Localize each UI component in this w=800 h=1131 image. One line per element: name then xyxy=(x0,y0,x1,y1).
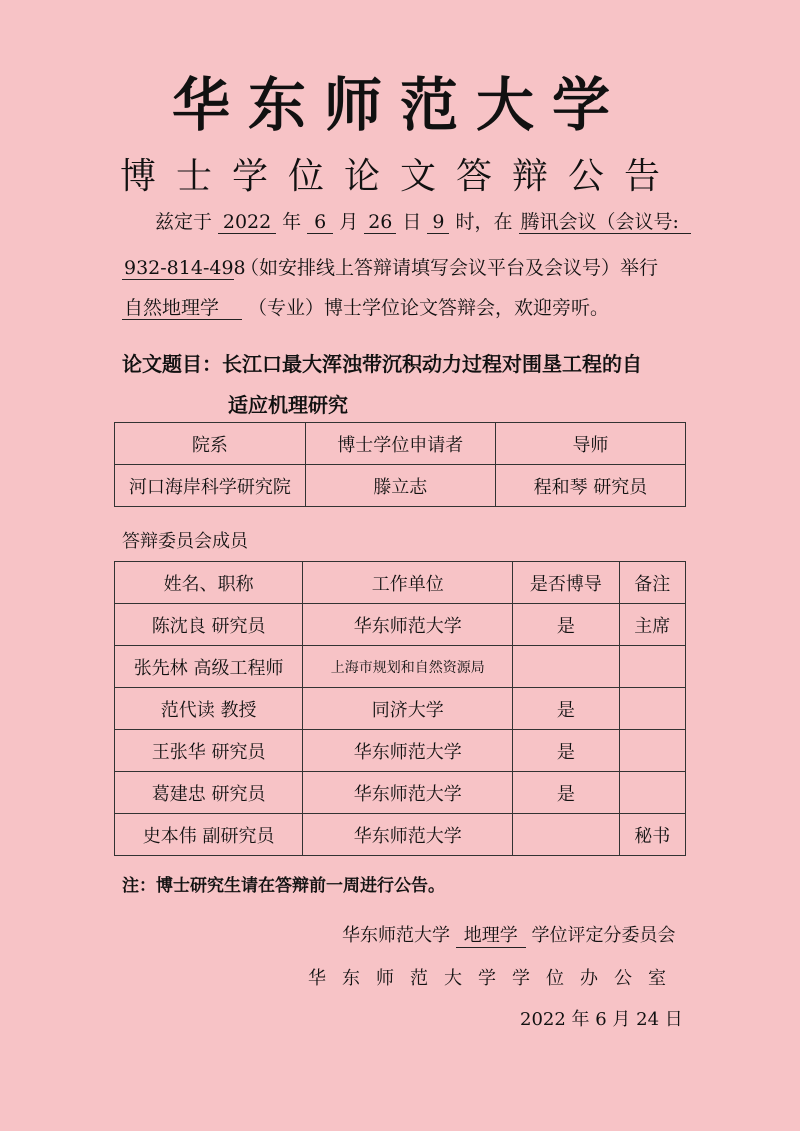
header-phd-supervisor: 是否博导 xyxy=(513,562,619,604)
member-workplace: 华东师范大学 xyxy=(303,604,513,646)
member-workplace: 上海市规划和自然资源局 xyxy=(303,646,513,688)
supervisor-cell: 程和琴 研究员 xyxy=(495,465,685,507)
member-supervisor: 是 xyxy=(513,772,619,814)
member-name: 葛建忠 研究员 xyxy=(115,772,303,814)
footnote: 注：博士研究生请在答辩前一周进行公告。 xyxy=(122,876,445,896)
thesis-title-part-2: 适应机理研究 xyxy=(228,393,348,417)
announcement-line-2 xyxy=(122,256,658,280)
member-remark xyxy=(619,730,685,772)
table-row xyxy=(115,730,686,772)
member-supervisor xyxy=(513,814,619,856)
member-remark: 主席 xyxy=(619,604,685,646)
header-workplace: 工作单位 xyxy=(303,562,513,604)
thesis-title-part-1: 长江口最大浑浊带沉积动力过程对围垦工程的自 xyxy=(222,352,642,376)
major-field: 自然地理学 xyxy=(122,297,242,320)
meeting-id-field: 932-814-498 xyxy=(124,257,246,279)
online-note: （如安排线上答辩请填写会议平台及会议号）举行 xyxy=(240,257,659,279)
table-row xyxy=(115,646,686,688)
header-department: 院系 xyxy=(115,423,306,465)
signature-suffix: 学位评定分委员会 xyxy=(531,925,676,946)
committee-label: 答辩委员会成员 xyxy=(122,531,248,552)
day-unit: 日 xyxy=(402,211,422,233)
committee-header-row xyxy=(115,562,686,604)
member-workplace: 华东师范大学 xyxy=(303,772,513,814)
document-title: 博士学位论文答辩公告 xyxy=(119,156,680,197)
intro-text: 兹定于 xyxy=(155,211,213,233)
venue-field: 腾讯会议（会议号: xyxy=(519,211,691,234)
header-remarks: 备注 xyxy=(619,562,685,604)
member-remark xyxy=(619,646,685,688)
member-name: 王张华 研究员 xyxy=(115,730,303,772)
applicant-cell: 滕立志 xyxy=(305,465,495,507)
table-row xyxy=(115,814,686,856)
member-workplace: 同济大学 xyxy=(303,688,513,730)
member-supervisor: 是 xyxy=(513,688,619,730)
announcement-line-3 xyxy=(122,296,609,320)
member-name: 陈沈良 研究员 xyxy=(115,604,303,646)
member-workplace: 华东师范大学 xyxy=(303,730,513,772)
year-field: 2022 xyxy=(218,211,276,234)
member-name: 范代读 教授 xyxy=(115,688,303,730)
month-unit: 月 xyxy=(339,211,359,233)
degree-office: 华东师范大学学位办公室 xyxy=(308,968,682,989)
signature-prefix: 华东师范大学 xyxy=(342,925,450,946)
major-suffix: （专业）博士学位论文答辩会，欢迎旁听。 xyxy=(248,297,610,319)
committee-signature xyxy=(342,921,675,948)
thesis-label: 论文题目： xyxy=(122,352,222,376)
thesis-title-line-1 xyxy=(122,348,642,377)
signature-date: 2022 年 6 月 24 日 xyxy=(520,1009,683,1030)
table-row xyxy=(115,772,686,814)
member-name: 史本伟 副研究员 xyxy=(115,814,303,856)
hour-field: 9 xyxy=(427,211,449,234)
header-supervisor: 导师 xyxy=(495,423,685,465)
department-cell: 河口海岸科学研究院 xyxy=(115,465,306,507)
month-field: 6 xyxy=(307,211,333,234)
header-applicant: 博士学位申请者 xyxy=(305,423,495,465)
hour-unit: 时，在 xyxy=(455,211,513,233)
member-supervisor: 是 xyxy=(513,604,619,646)
year-unit: 年 xyxy=(282,211,302,233)
member-supervisor: 是 xyxy=(513,730,619,772)
university-title: 华东师范大学 xyxy=(171,71,628,139)
table-row xyxy=(115,604,686,646)
announcement-line-1 xyxy=(155,210,691,234)
info-table xyxy=(114,422,686,507)
table-row xyxy=(115,688,686,730)
info-table-row xyxy=(115,465,686,507)
day-field: 26 xyxy=(364,211,396,234)
signature-subject: 地理学 xyxy=(456,925,526,948)
header-name-title: 姓名、职称 xyxy=(115,562,303,604)
info-table-header-row xyxy=(115,423,686,465)
member-remark xyxy=(619,772,685,814)
member-remark xyxy=(619,688,685,730)
member-workplace: 华东师范大学 xyxy=(303,814,513,856)
member-name: 张先林 高级工程师 xyxy=(115,646,303,688)
member-supervisor xyxy=(513,646,619,688)
member-remark: 秘书 xyxy=(619,814,685,856)
committee-table xyxy=(114,561,686,856)
